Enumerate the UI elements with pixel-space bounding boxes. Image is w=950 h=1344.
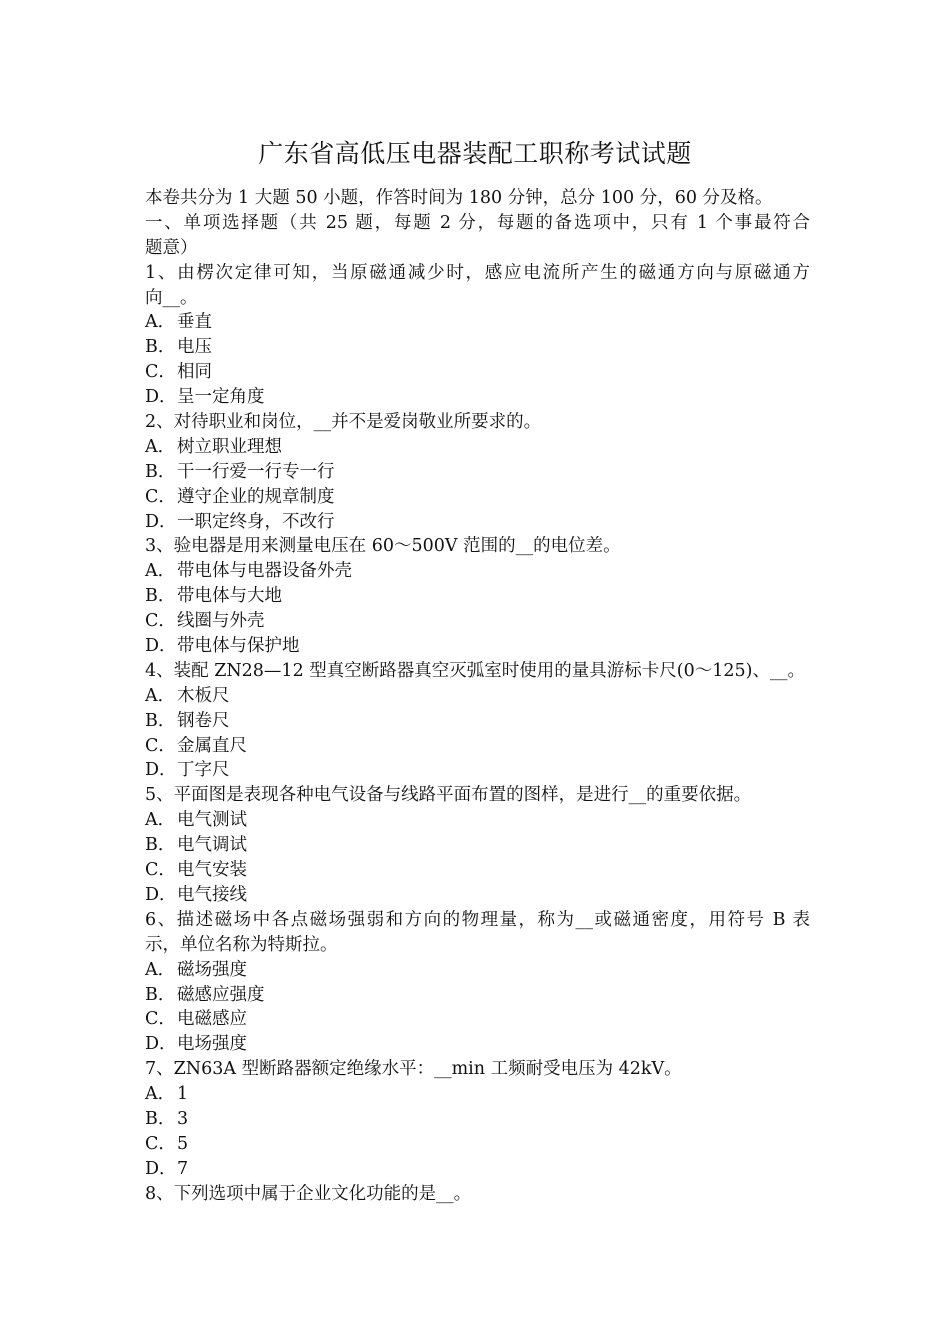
answer-option xyxy=(145,559,810,584)
answer-option xyxy=(145,1082,810,1107)
option-letter: C． xyxy=(145,735,176,756)
option-letter: A． xyxy=(145,685,176,706)
answer-option xyxy=(145,684,810,709)
option-letter: C． xyxy=(145,860,176,881)
question-stem: 3、验电器是用来测量电压在 60～500V 范围的__的电位差。 xyxy=(145,536,621,557)
answer-option xyxy=(145,883,810,908)
question-stem: 2、对待职业和岗位，__并不是爱岗敬业所要求的。 xyxy=(145,412,542,433)
answer-option xyxy=(145,634,810,659)
option-text: 电气调试 xyxy=(177,835,247,856)
option-text: 1 xyxy=(177,1084,189,1105)
section-heading-continued: 题意） xyxy=(145,237,198,258)
option-letter: A． xyxy=(145,959,176,980)
option-text: 5 xyxy=(177,1133,189,1154)
answer-option xyxy=(145,1132,810,1157)
answer-option xyxy=(145,510,810,535)
option-letter: C． xyxy=(145,1009,176,1030)
option-text: 磁场强度 xyxy=(177,959,247,980)
option-text: 木板尺 xyxy=(177,685,230,706)
option-text: 电气测试 xyxy=(177,810,247,831)
option-letter: C． xyxy=(145,1133,176,1154)
answer-option xyxy=(145,485,810,510)
option-letter: B． xyxy=(145,1108,176,1129)
question-stem: 6、描述磁场中各点磁场强弱和方向的物理量，称为__或磁通密度，用符号 B 表 xyxy=(145,909,810,930)
answer-option xyxy=(145,1007,810,1032)
option-text: 垂直 xyxy=(177,312,212,333)
option-text: 一职定终身，不改行 xyxy=(177,511,335,532)
document-body xyxy=(145,186,810,1207)
question-list xyxy=(145,261,810,1207)
option-text: 7 xyxy=(177,1158,189,1179)
option-letter: B． xyxy=(145,586,176,607)
option-letter: D． xyxy=(145,636,177,657)
question-stem: 向__。 xyxy=(145,287,198,308)
option-text: 磁感应强度 xyxy=(177,984,265,1005)
question-item xyxy=(145,659,810,783)
question-stem: 5、平面图是表现各种电气设备与线路平面布置的图样，是进行__的重要依据。 xyxy=(145,785,752,806)
question-stem: 8、下列选项中属于企业文化功能的是__。 xyxy=(145,1183,472,1204)
option-text: 带电体与大地 xyxy=(177,586,282,607)
question-item xyxy=(145,1182,810,1207)
answer-option xyxy=(145,858,810,883)
question-item xyxy=(145,908,810,1057)
option-letter: A． xyxy=(145,436,176,457)
option-text: 带电体与保护地 xyxy=(177,636,300,657)
answer-option xyxy=(145,360,810,385)
option-letter: C． xyxy=(145,362,176,383)
option-text: 遵守企业的规章制度 xyxy=(177,486,335,507)
option-letter: D． xyxy=(145,387,177,408)
option-text: 金属直尺 xyxy=(177,735,247,756)
answer-option xyxy=(145,385,810,410)
answer-option xyxy=(145,1157,810,1182)
answer-option xyxy=(145,758,810,783)
question-item xyxy=(145,783,810,907)
answer-option xyxy=(145,958,810,983)
option-text: 线圈与外壳 xyxy=(177,611,265,632)
question-item xyxy=(145,410,810,534)
option-letter: C． xyxy=(145,611,176,632)
answer-option xyxy=(145,1107,810,1132)
document-title: 广东省高低压电器装配工职称考试试题 xyxy=(258,139,692,168)
answer-option xyxy=(145,335,810,360)
option-text: 3 xyxy=(177,1108,189,1129)
option-text: 相同 xyxy=(177,362,212,383)
answer-option xyxy=(145,310,810,335)
option-text: 干一行爱一行专一行 xyxy=(177,461,335,482)
question-stem: 4、装配 ZN28—12 型真空断路器真空灭弧室时使用的量具游标卡尺(0～125)、__。 xyxy=(145,660,805,681)
answer-option xyxy=(145,1032,810,1057)
question-item xyxy=(145,1057,810,1181)
option-letter: B． xyxy=(145,337,176,358)
option-text: 电磁感应 xyxy=(177,1009,247,1030)
option-text: 树立职业理想 xyxy=(177,436,282,457)
answer-option xyxy=(145,460,810,485)
answer-option xyxy=(145,833,810,858)
answer-option xyxy=(145,709,810,734)
option-letter: D． xyxy=(145,1158,177,1179)
option-text: 丁字尺 xyxy=(177,760,230,781)
answer-option xyxy=(145,584,810,609)
option-letter: A． xyxy=(145,810,176,831)
answer-option xyxy=(145,808,810,833)
exam-intro: 本卷共分为 1 大题 50 小题，作答时间为 180 分钟，总分 100 分，60 分及格。 xyxy=(145,188,773,208)
answer-option xyxy=(145,983,810,1008)
question-stem: 示，单位名称为特斯拉。 xyxy=(145,934,338,955)
option-letter: A． xyxy=(145,1084,176,1105)
option-text: 电场强度 xyxy=(177,1034,247,1055)
option-letter: A． xyxy=(145,561,176,582)
option-letter: D． xyxy=(145,884,177,905)
option-letter: B． xyxy=(145,835,176,856)
question-item xyxy=(145,534,810,658)
option-letter: B． xyxy=(145,710,176,731)
option-text: 电气接线 xyxy=(177,884,247,905)
answer-option xyxy=(145,435,810,460)
option-letter: D． xyxy=(145,1034,177,1055)
option-letter: C． xyxy=(145,486,176,507)
option-letter: A． xyxy=(145,312,176,333)
answer-option xyxy=(145,734,810,759)
option-text: 钢卷尺 xyxy=(177,710,230,731)
option-text: 带电体与电器设备外壳 xyxy=(177,561,352,582)
option-text: 呈一定角度 xyxy=(177,387,265,408)
option-letter: D． xyxy=(145,511,177,532)
question-stem: 1、由楞次定律可知，当原磁通减少时，感应电流所产生的磁通方向与原磁通方 xyxy=(145,262,810,283)
option-text: 电压 xyxy=(177,337,212,358)
question-item xyxy=(145,261,810,410)
question-stem: 7、ZN63A 型断路器额定绝缘水平：__min 工频耐受电压为 42kV。 xyxy=(145,1059,682,1080)
option-text: 电气安装 xyxy=(177,860,247,881)
option-letter: B． xyxy=(145,461,176,482)
option-letter: B． xyxy=(145,984,176,1005)
section-heading: 一、单项选择题（共 25 题，每题 2 分，每题的备选项中，只有 1 个事最符合 xyxy=(145,212,810,233)
answer-option xyxy=(145,609,810,634)
option-letter: D． xyxy=(145,760,177,781)
